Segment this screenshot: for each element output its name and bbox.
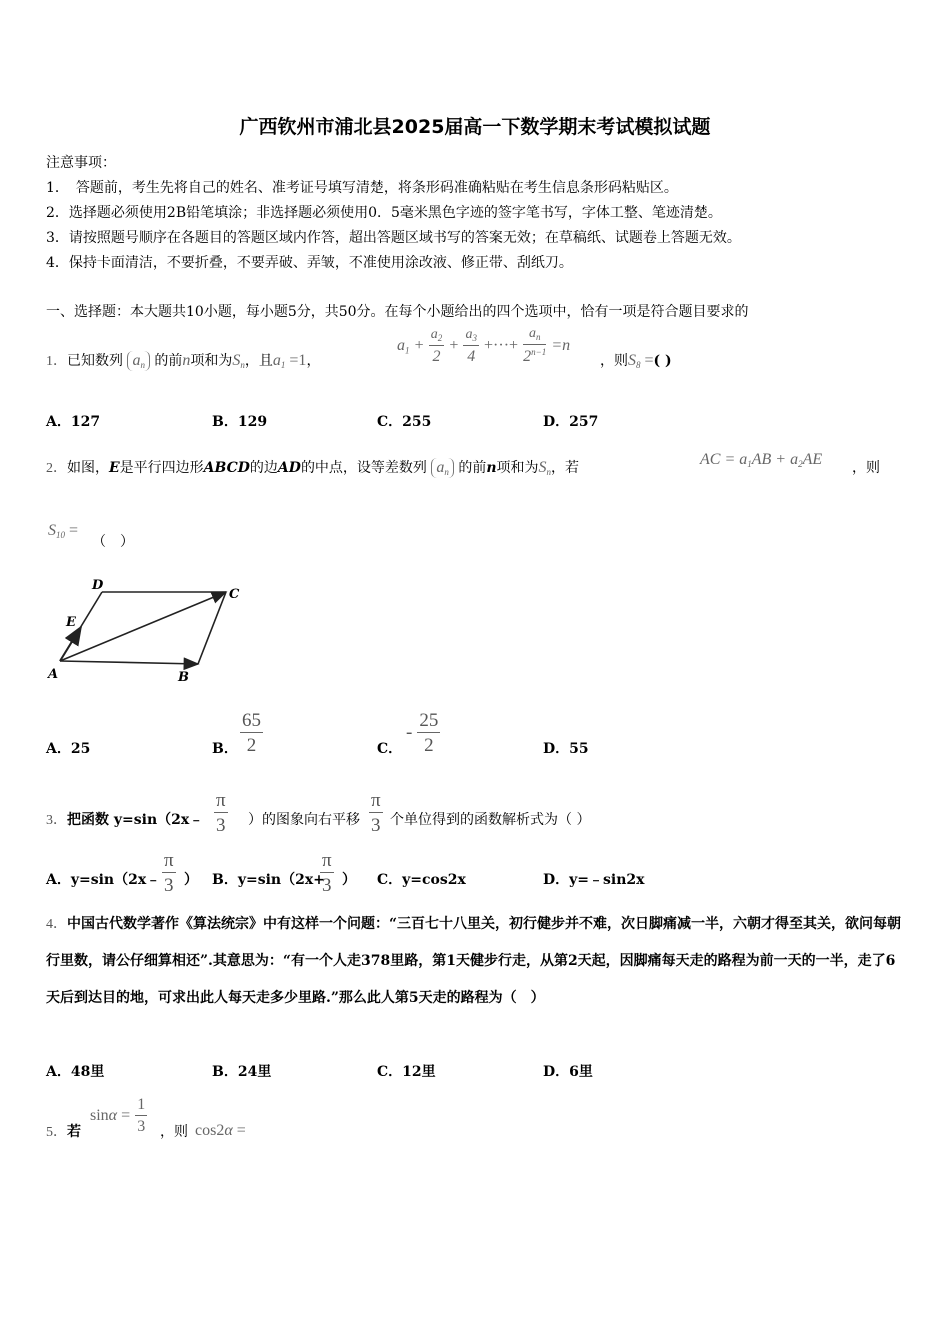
q3-fraction-1: $\frac{\pi}{3}$ (216, 790, 226, 836)
q2-option-a[interactable]: A．25 (46, 741, 91, 757)
notice-heading: 注意事项： (46, 155, 116, 171)
question-2: 2．如图，E是平行四边形ABCD的边AD的中点，设等差数列 $a_n$ 的前n项和为$S_n$，若 (46, 459, 580, 477)
vector-ac (60, 592, 226, 661)
q3-option-a-fraction: $\frac{\pi}{3}$ (164, 850, 174, 896)
q4-option-c[interactable]: C．12里 (377, 1064, 436, 1080)
label-a: A (48, 667, 59, 682)
q2-option-d[interactable]: D．55 (543, 741, 589, 757)
notice-item-3: 3．请按照题号顺序在各题目的答题区域内作答，超出答题区域书写的答案无效；在草稿纸、试题卷上答题无效。 (46, 230, 741, 246)
question-1-sum-formula: $a_1$ + $\frac{a_2}{2}$ + $\frac{a_3}{4}$ +···+ $\frac{a_n}{2^{n-1}}$ =n (397, 326, 571, 365)
notice-item-1: 1． 答题前，考生先将自己的姓名、准考证号填写清楚，将条形码准确粘贴在考生信息条形码粘贴区。 (46, 180, 678, 196)
q3-option-b[interactable]: B．y=sin（2x+ (212, 872, 325, 888)
q4-option-d[interactable]: D．6里 (543, 1064, 593, 1080)
notice-item-4: 4．保持卡面清洁，不要折叠，不要弄破、弄皱，不准使用涂改液、修正带、刮纸刀。 (46, 255, 573, 271)
section-heading: 一、选择题：本大题共10小题，每小题5分，共50分。在每个小题给出的四个选项中，恰有一项是符合题目要求的 (46, 304, 749, 320)
question-4: 4．中国古代数学著作《算法统宗》中有这样一个问题：“三百七十八里关，初行健步并不难，次日脚痛减一半，六朝才得至其关，欲问每朝行里数，请公仔细算相还”.其意思为：“有一个人走378里路，第1天健步行走，从第2天起，因脚痛每天走的路程为前一天的一半，走了6天后到达目的地，可求出此人每天走多少里路.”那么此人第5天走的路程为（ ） (46, 916, 902, 1006)
question-3-mid: ）的图象向右平移 (248, 812, 360, 828)
q1-option-a[interactable]: A．127 (46, 414, 101, 430)
q4-option-a[interactable]: A．48里 (46, 1064, 105, 1080)
label-b: B (178, 670, 189, 685)
q3-option-a[interactable]: A．y=sin（2x﹣ (46, 872, 161, 888)
q4-option-b[interactable]: B．24里 (212, 1064, 272, 1080)
question-5: 5．若 (46, 1124, 81, 1140)
q1-option-b[interactable]: B．129 (212, 414, 268, 430)
parallelogram-figure (40, 572, 250, 687)
question-number: 1． (46, 354, 67, 369)
q2-option-b[interactable]: B． (212, 741, 238, 757)
q3-option-b-end: ） (342, 872, 356, 888)
q5-sin-expression: sinα = $\frac{1}{3}$ (90, 1096, 146, 1135)
question-5-then: ，则 (160, 1124, 188, 1140)
vector-ab (60, 661, 198, 664)
q1-option-d[interactable]: D．257 (543, 414, 599, 430)
label-d: D (92, 578, 104, 593)
question-3-end: 个单位得到的函数解析式为（ ） (390, 812, 591, 828)
q2-option-b-fraction: $\frac{65}{2}$ (242, 710, 261, 756)
question-2-paren: （ ） (92, 534, 134, 550)
sequence-an: $a_n$ (431, 458, 454, 478)
q1-option-c[interactable]: C．255 (377, 414, 432, 430)
label-c: C (229, 587, 240, 602)
page-title: 广西钦州市浦北县2025届高一下数学期末考试模拟试题 (239, 116, 711, 138)
question-1-end: ，则$S_8$ =( ) (600, 352, 672, 370)
question-2-vector-eq: AC = $a_1AB + a_2AE$ (700, 451, 823, 469)
question-1: 1．已知数列 $a_n$ 的前n项和为$S_n$，且$a_1 =1$， (46, 352, 321, 370)
notice-item-2: 2．选择题必须使用2B铅笔填涂；非选择题必须使用0．5毫米黑色字迹的签字笔书写，字体工整、笔迹清楚。 (46, 205, 722, 221)
q5-cos-expression: cos2α = (195, 1122, 246, 1139)
q3-option-a-end: ） (184, 872, 198, 888)
q2-option-c-fraction: - $\frac{25}{2}$ (406, 710, 439, 756)
q3-option-c[interactable]: C．y=cos2x (377, 872, 466, 888)
q3-option-d[interactable]: D．y=﹣sin2x (543, 872, 645, 888)
q3-option-b-fraction: $\frac{\pi}{3}$ (322, 850, 332, 896)
question-2-s10: $S_{10}$ = (48, 522, 79, 540)
question-3: 3．把函数 y=sin（2x﹣ (46, 812, 204, 828)
q3-fraction-2: $\frac{\pi}{3}$ (371, 790, 381, 836)
label-e: E (66, 615, 76, 630)
side-bc (198, 592, 226, 664)
sequence-an: $a_n$ (127, 351, 150, 371)
q2-option-c[interactable]: C． (377, 741, 403, 757)
question-2-then: ，则 (852, 460, 880, 476)
